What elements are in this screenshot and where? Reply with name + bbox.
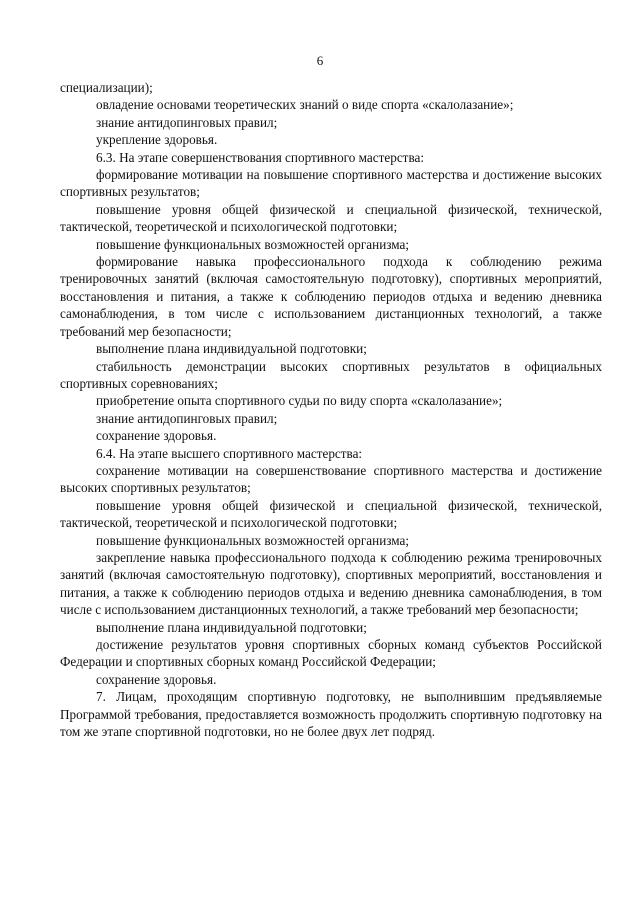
document-body [60,79,602,740]
list-item: знание антидопинговых правил; [96,410,278,426]
list-item: повышение уровня общей физической и специальной физической, технической, тактической, теоретической и психологической подготовки; [60,497,602,531]
list-item: стабильность демонстрации высоких спортивных результатов в официальных спортивных соревнованиях; [60,358,602,391]
list-item: приобретение опыта спортивного судьи по виду спорта «скалолазание»; [96,393,503,409]
list-item: закрепление навыка профессионального подхода к соблюдению режима тренировочных занятий (включая самостоятельную подготовку), спортивных мероприятий, восстановления и питания, а также к соблюдению периодов отдыха и ведению дневника самонаблюдения, в том числе с использованием дистанционных технологий, а также требований мер безопасности; [60,549,602,618]
list-item: повышение функциональных возможностей организма; [96,532,410,548]
list-item: укрепление здоровья. [96,132,218,148]
list-item: выполнение плана индивидуальной подготовки; [96,619,367,635]
section-heading-6-3: 6.3. На этапе совершенствования спортивного мастерства: [96,149,425,165]
list-item: сохранение здоровья. [96,428,217,444]
list-item: формирование мотивации на повышение спортивного мастерства и достижение высоких спортивных результатов; [60,167,602,200]
section-7-paragraph: 7. Лицам, проходящим спортивную подготовку, не выполнившим предъявляемые Программой требования, предоставляется возможность продолжить спортивную подготовку на том же этапе спортивной подготовки, но не более двух лет подряд. [60,689,602,740]
list-item: сохранение мотивации на совершенствование спортивного мастерства и достижение высоких спортивных результатов; [60,462,602,496]
list-item: знание антидопинговых правил; [96,114,278,130]
list-item: достижение результатов уровня спортивных сборных команд субъектов Российской Федерации и спортивных сборных команд Российской Федерации; [60,637,602,670]
paragraph-continuation: специализации); [60,80,153,95]
page-number: 6 [316,53,324,68]
list-item: формирование навыка профессионального подхода к соблюдению режима тренировочных занятий (включая самостоятельную подготовку), спортивных мероприятий, восстановления и питания, а также к соблюдению периодов отдыха и ведению дневника самонаблюдения, в том числе с использованием дистанционных технологий, а также требований мер безопасности; [60,254,602,339]
list-item: повышение функциональных возможностей организма; [96,236,410,252]
list-item: овладение основами теоретических знаний о виде спорта «скалолазание»; [96,97,514,113]
list-item: повышение уровня общей физической и специальной физической, технической, тактической, теоретической и психологической подготовки; [60,201,602,235]
list-item: сохранение здоровья. [96,671,217,687]
section-heading-6-4: 6.4. На этапе высшего спортивного мастерства: [96,445,363,461]
list-item: выполнение плана индивидуальной подготовки; [96,341,367,357]
